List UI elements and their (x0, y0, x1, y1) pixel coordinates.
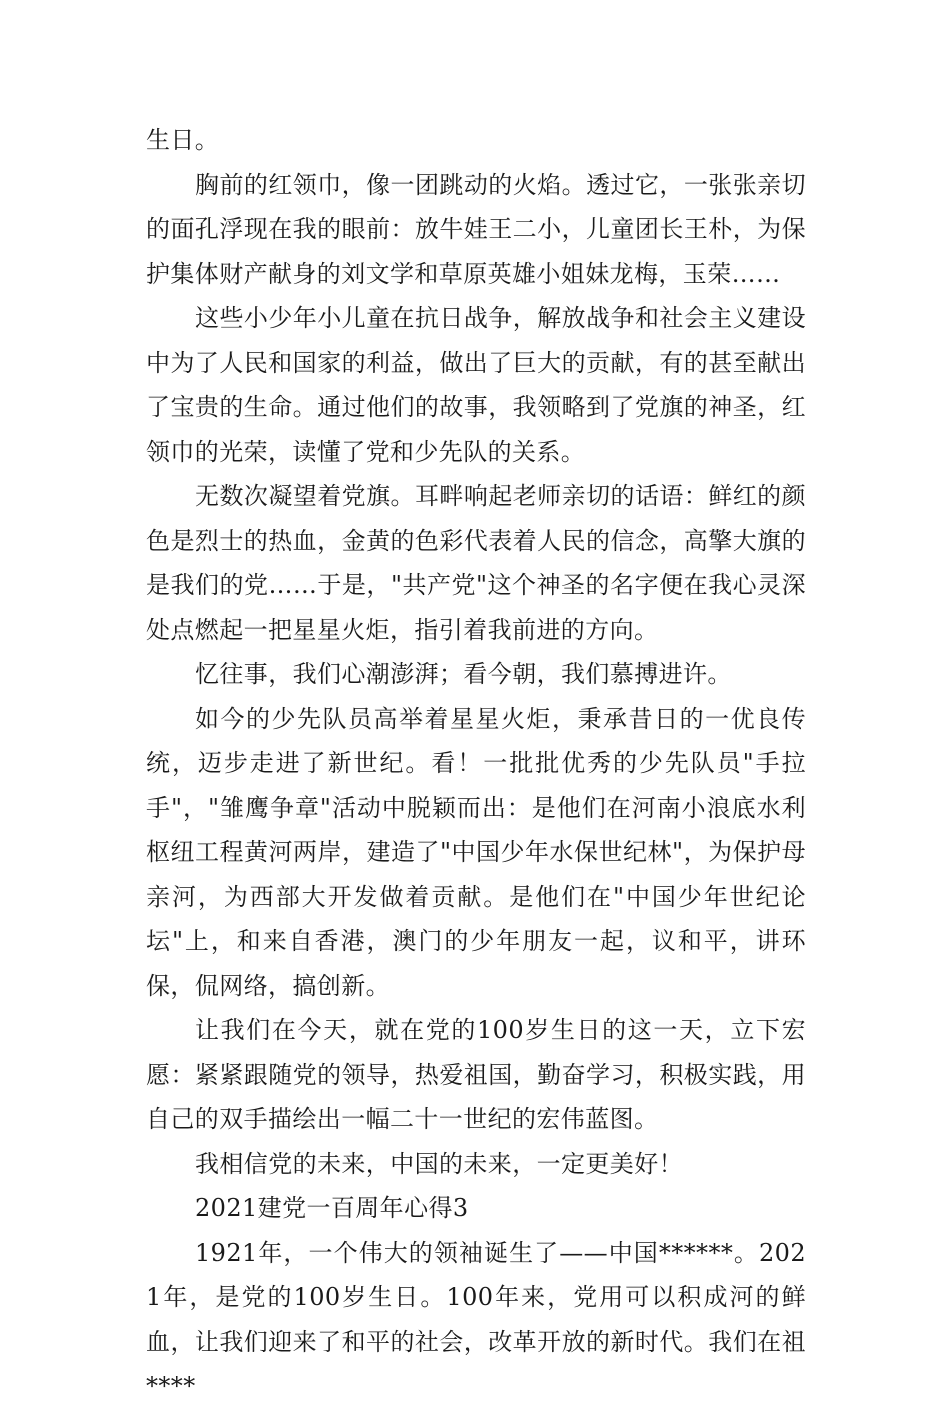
paragraph-2: 胸前的红领巾，像一团跳动的火焰。透过它，一张张亲切的面孔浮现在我的眼前：放牛娃王二小，儿童团长王朴，为保护集体财产献身的刘文学和草原英雄小姐妹龙梅，玉荣…… (146, 170, 806, 288)
document-body (146, 118, 806, 1409)
section-heading: 2021建党一百周年心得3 (195, 1194, 469, 1222)
paragraph-5: 忆往事，我们心潮澎湃；看今朝，我们慕搏进许。 (195, 660, 732, 688)
paragraph-9: 1921年，一个伟大的领袖诞生了——中国******。2021年，是党的100岁生日。100年来，党用可以积成河的鲜血，让我们迎来了和平的社会，改革开放的新时代。我们在祖**** (146, 1238, 806, 1400)
paragraph-8: 我相信党的未来，中国的未来，一定更美好！ (195, 1149, 683, 1178)
paragraph-4: 无数次凝望着党旗。耳畔响起老师亲切的话语：鲜红的颜色是烈士的热血，金黄的色彩代表着人民的信念，高擎大旗的是我们的党……于是，"共产党"这个神圣的名字便在我心灵深处点燃起一把星星火炬，指引着我前进的方向。 (146, 482, 806, 644)
paragraph-1: 生日。 (146, 126, 220, 154)
paragraph-7: 让我们在今天，就在党的100岁生日的这一天，立下宏愿：紧紧跟随党的领导，热爱祖国，勤奋学习，积极实践，用自己的双手描绘出一幅二十一世纪的宏伟蓝图。 (146, 1016, 806, 1133)
paragraph-6: 如今的少先队员高举着星星火炬，秉承昔日的一优良传统，迈步走进了新世纪。看！一批批优秀的少先队员"手拉手"，"雏鹰争章"活动中脱颖而出：是他们在河南小浪底水利枢纽工程黄河两岸，建造了"中国少年水保世纪林"，为保护母亲河，为西部大开发做着贡献。是他们在"中国少年世纪论坛"上，和来自香港，澳门的少年朋友一起，议和平，讲环保，侃网络，搞创新。 (146, 704, 806, 1000)
paragraph-3: 这些小少年小儿童在抗日战争，解放战争和社会主义建设中为了人民和国家的利益，做出了巨大的贡献，有的甚至献出了宝贵的生命。通过他们的故事，我领略到了党旗的神圣，红领巾的光荣，读懂了党和少先队的关系。 (146, 304, 806, 466)
